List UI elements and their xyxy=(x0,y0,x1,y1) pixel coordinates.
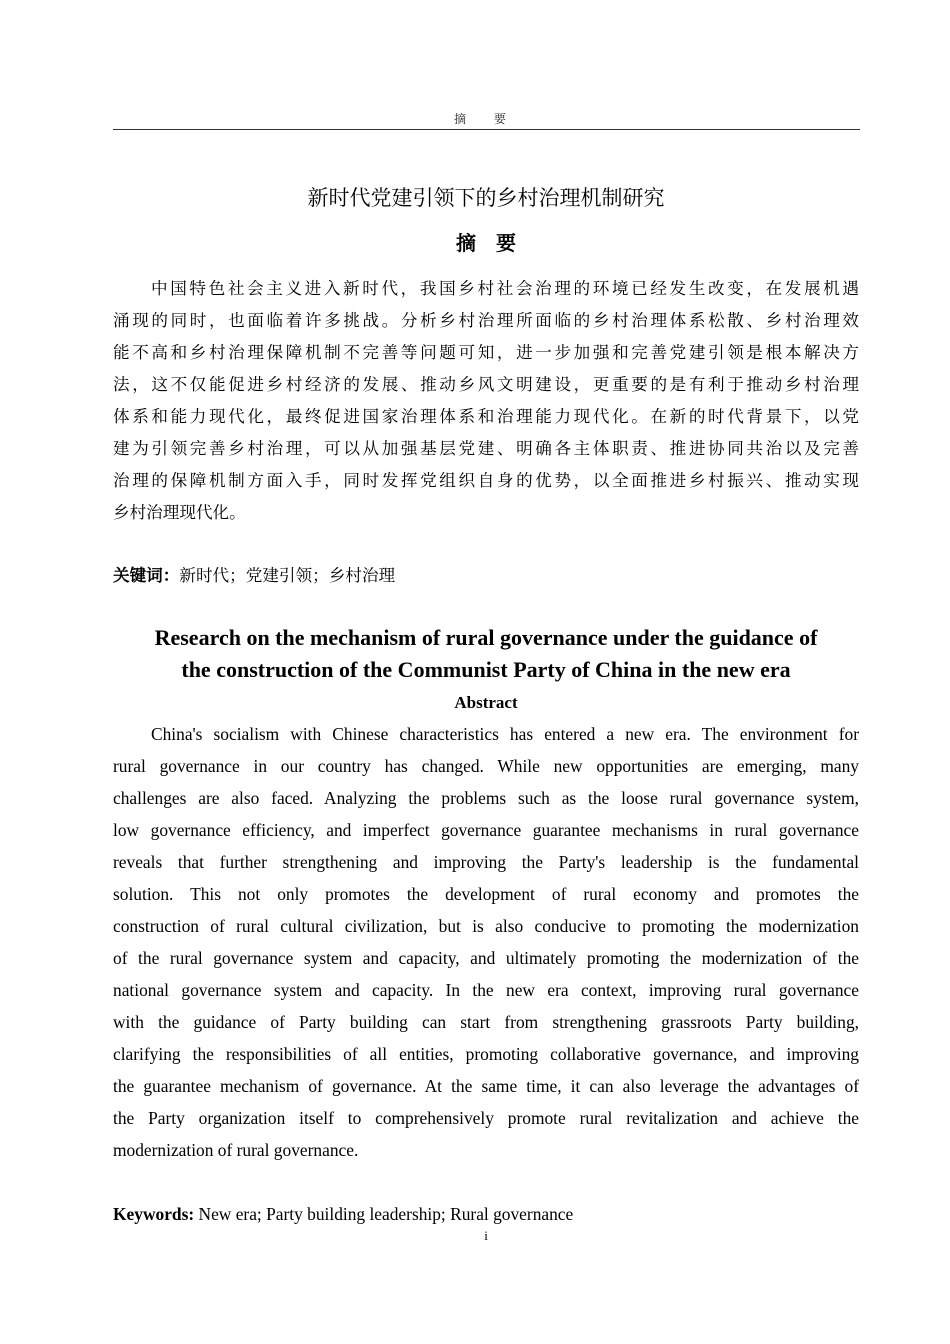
chinese-keywords-value: 新时代；党建引领；乡村治理 xyxy=(179,566,396,585)
english-abstract-heading: Abstract xyxy=(454,693,518,712)
chinese-abstract-line: 乡村治理现代化。 xyxy=(113,503,246,522)
english-abstract-line: solution. This not only promotes the development of rural economy and promotes the xyxy=(113,884,859,904)
english-title-line: the construction of the Communist Party of China in the new era xyxy=(181,657,791,682)
english-abstract-line: modernization of rural governance. xyxy=(113,1140,359,1160)
english-abstract-line: the Party organization itself to comprehensively promote rural revitalization and achieve the xyxy=(113,1108,859,1128)
page-number: i xyxy=(484,1228,488,1243)
english-abstract-line: low governance efficiency, and imperfect governance guarantee mechanisms in rural governance xyxy=(113,820,859,840)
header-rule xyxy=(113,129,860,130)
chinese-abstract-body xyxy=(113,273,859,529)
chinese-abstract-line: 治理的保障机制方面入手，同时发挥党组织自身的优势，以全面推进乡村振兴、推动实现 xyxy=(113,471,859,490)
english-title xyxy=(113,622,859,686)
english-keywords-value: New era; Party building leadership; Rural governance xyxy=(194,1204,574,1224)
english-abstract-line: China's socialism with Chinese characteristics has entered a new era. The environment for xyxy=(151,724,859,744)
chinese-keywords-label: 关键词： xyxy=(113,566,180,585)
chinese-abstract-heading: 摘要 xyxy=(456,231,536,255)
english-abstract-line: rural governance in our country has changed. While new opportunities are emerging, many xyxy=(113,756,859,776)
english-abstract-line: construction of rural cultural civilization, but is also conducive to promoting the modernization xyxy=(113,916,859,936)
chinese-abstract-line: 涌现的同时，也面临着许多挑战。分析乡村治理所面临的乡村治理体系松散、乡村治理效 xyxy=(113,311,859,330)
chinese-abstract-line: 中国特色社会主义进入新时代，我国乡村社会治理的环境已经发生改变，在发展机遇 xyxy=(151,279,859,298)
english-abstract-line: challenges are also faced. Analyzing the problems such as the loose rural governance system, xyxy=(113,788,859,808)
english-keywords xyxy=(113,1199,573,1229)
chinese-abstract-line: 体系和能力现代化，最终促进国家治理体系和治理能力现代化。在新的时代背景下，以党 xyxy=(113,407,859,426)
english-title-line: Research on the mechanism of rural governance under the guidance of xyxy=(154,625,818,650)
chinese-abstract-line: 能不高和乡村治理保障机制不完善等问题可知，进一步加强和完善党建引领是根本解决方 xyxy=(113,343,859,362)
english-abstract-line: the guarantee mechanism of governance. At the same time, it can also leverage the advantages of xyxy=(113,1076,859,1096)
english-abstract-line: with the guidance of Party building can start from strengthening grassroots Party building, xyxy=(113,1012,859,1032)
english-abstract-line: reveals that further strengthening and improving the Party's leadership is the fundamental xyxy=(113,852,859,872)
english-abstract-line: clarifying the responsibilities of all entities, promoting collaborative governance, and improving xyxy=(113,1044,859,1064)
chinese-abstract-line: 建为引领完善乡村治理，可以从加强基层党建、明确各主体职责、推进协同共治以及完善 xyxy=(113,439,859,458)
chinese-keywords xyxy=(113,561,395,591)
chinese-title: 新时代党建引领下的乡村治理机制研究 xyxy=(307,186,665,210)
english-keywords-label: Keywords: xyxy=(113,1204,195,1224)
chinese-abstract-line: 法，这不仅能促进乡村经济的发展、推动乡风文明建设，更重要的是有利于推动乡村治理 xyxy=(113,375,859,394)
english-abstract-body xyxy=(113,718,859,1166)
english-abstract-line: national governance system and capacity. In the new era context, improving rural governance xyxy=(113,980,859,1000)
running-header: 摘 要 xyxy=(454,112,518,126)
english-abstract-line: of the rural governance system and capacity, and ultimately promoting the modernization of the xyxy=(113,948,859,968)
